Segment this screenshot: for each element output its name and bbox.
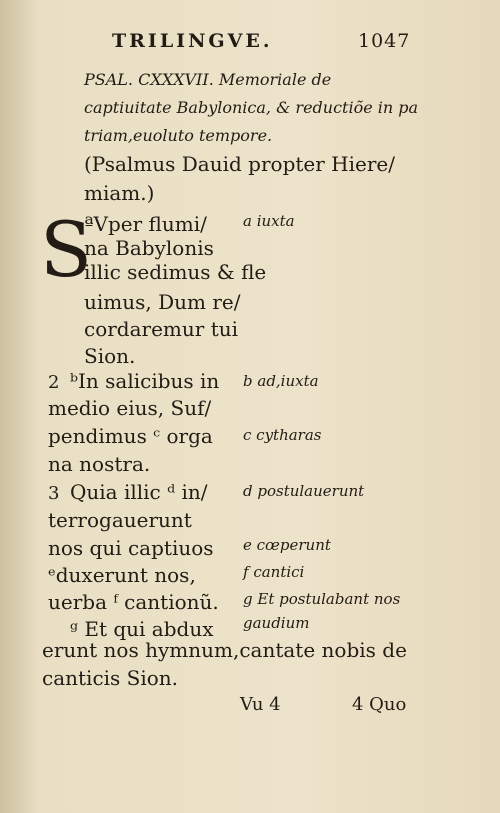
marginal-gloss: e cœperunt (243, 536, 331, 554)
text-line: pendimus ᶜ orga (48, 424, 213, 448)
page-number: 1047 (358, 30, 411, 52)
marginal-gloss: g Et postulabant nos (243, 590, 401, 608)
text-line: ªVper flumi/ (84, 212, 207, 236)
catchword: 4 Quo (352, 694, 407, 715)
text-line: na Babylonis (84, 236, 214, 260)
verse-number: 3 (48, 483, 60, 504)
text-line: canticis Sion. (42, 666, 179, 690)
text-line: uerba ᶠ cantionũ. (48, 590, 219, 614)
text-line: ᵇIn salicibus in (70, 369, 220, 393)
drop-capital: S (40, 205, 93, 294)
signature-mark: Vu 4 (240, 694, 281, 715)
running-title: TRILINGVE. (112, 30, 273, 52)
psalm-heading-line-2: captiuitate Babylonica, & reductiõe in pa (84, 98, 419, 117)
text-line: na nostra. (48, 452, 151, 476)
marginal-gloss: b ad,iuxta (243, 372, 319, 390)
text-line: illic sedimus & fle (84, 260, 267, 284)
text-line: medio eius, Suf/ (48, 396, 212, 420)
psalm-subtitle-line-2: miam.) (84, 181, 155, 205)
text-line: ᵍ Et qui abdux (70, 617, 214, 641)
psalm-heading-line-3: triam,euoluto tempore. (84, 126, 273, 145)
text-line: erunt nos hymnum,cantate nobis de (42, 638, 407, 662)
marginal-gloss: d postulauerunt (243, 482, 365, 500)
marginal-gloss: a iuxta (243, 212, 295, 230)
text-line: ᵉduxerunt nos, (48, 563, 196, 587)
marginal-gloss: gaudium (243, 614, 310, 632)
marginal-gloss: f cantici (243, 563, 305, 581)
text-line: Sion. (84, 344, 136, 368)
text-line: nos qui captiuos (48, 536, 214, 560)
psalm-subtitle-line-1: (Psalmus Dauid propter Hiere/ (84, 152, 395, 176)
verse-number: 2 (48, 372, 60, 393)
psalm-heading-line-1: PSAL. CXXXVII. Memoriale de (84, 70, 332, 89)
text-line: cordaremur tui (84, 317, 239, 341)
text-line: terrogauerunt (48, 508, 192, 532)
text-line: uimus, Dum re/ (84, 290, 241, 314)
text-line: Quia illic ᵈ in/ (70, 480, 208, 504)
marginal-gloss: c cytharas (243, 426, 322, 444)
